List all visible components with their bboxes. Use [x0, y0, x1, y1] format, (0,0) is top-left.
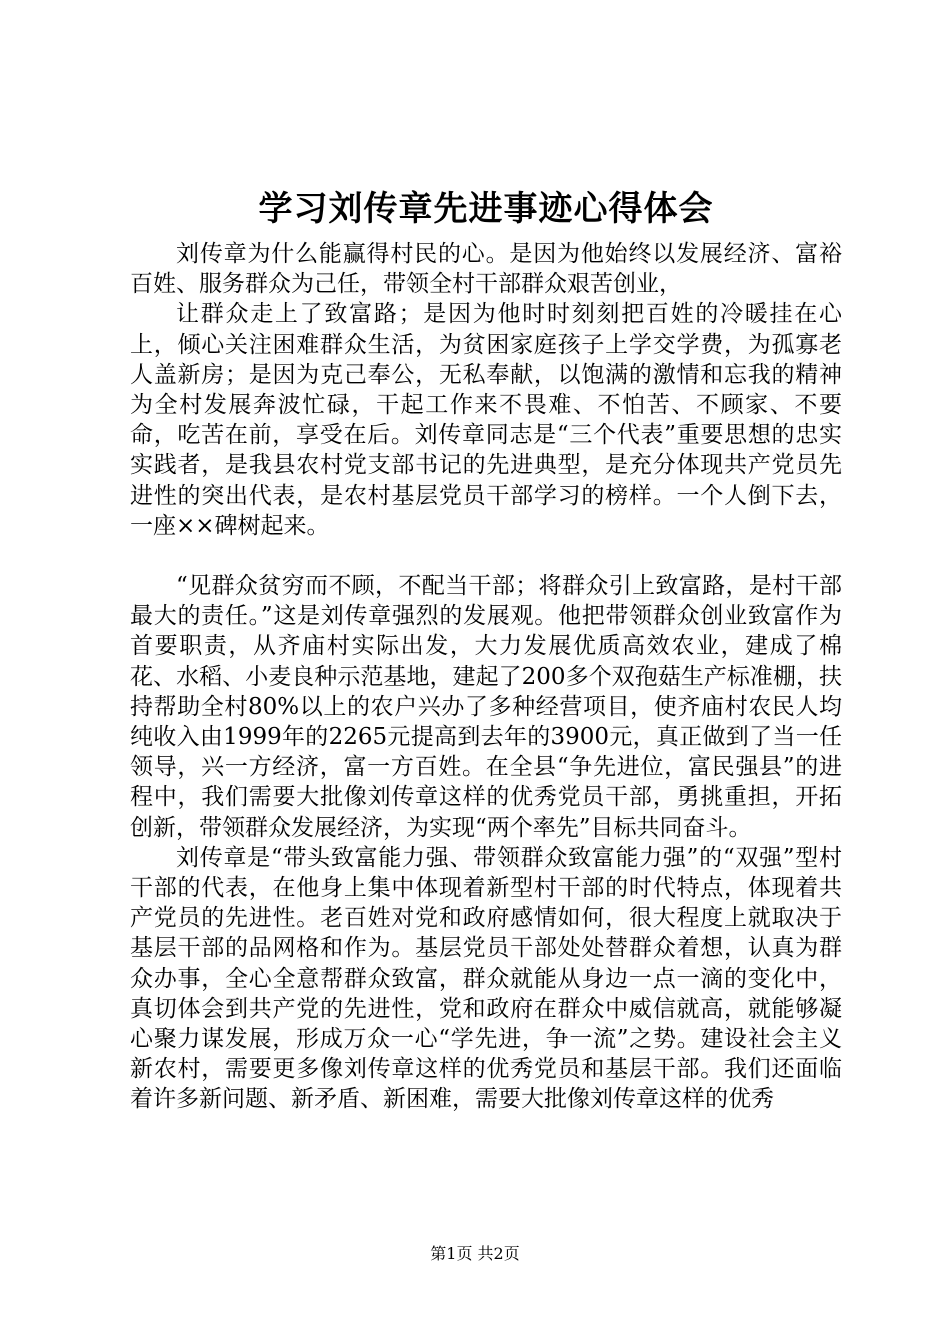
paragraph-gap	[130, 541, 842, 571]
paragraph-3: “见群众贫穷而不顾，不配当干部；将群众引上致富路，是村干部最大的责任。”这是刘传章强烈的发展观。他把带领群众创业致富作为首要职责，从齐庙村实际出发，大力发展优质高效农业，建成了棉花、水稻、小麦良种示范基地，建起了200多个双孢菇生产标准棚，扶持帮助全村80%以上的农户兴办了多种经营项目，使齐庙村农民人均纯收入由1999年的2265元提高到去年的3900元，真正做到了当一任领导，兴一方经济，富一方百姓。在全县“争先进位，富民强县”的进程中，我们需要大批像刘传章这样的优秀党员干部，勇挑重担，开拓创新，带领群众发展经济，为实现“两个率先”目标共同奋斗。	[130, 573, 842, 841]
paragraph-4: 刘传章是“带头致富能力强、带领群众致富能力强”的“双强”型村干部的代表，在他身上集中体现着新型村干部的时代特点，体现着共产党员的先进性。老百姓对党和政府感情如何，很大程度上就取决于基层干部的品网格和作为。基层党员干部处处替群众着想，认真为群众办事，全心全意帮群众致富，群众就能从身边一点一滴的变化中，真切体会到共产党的先进性，党和政府在群众中威信就高，就能够凝心聚力谋发展，形成万众一心“学先进，争一流”之势。建设社会主义新农村，需要更多像刘传章这样的优秀党员和基层干部。我们还面临着许多新问题、新矛盾、新困难，需要大批像刘传章这样的优秀	[130, 844, 842, 1113]
page-footer: 第1页 共2页	[430, 1244, 520, 1263]
paragraph-2: 让群众走上了致富路；是因为他时时刻刻把百姓的冷暖挂在心上，倾心关注困难群众生活，为贫困家庭孩子上学交学费，为孤寡老人盖新房；是因为克己奉公，无私奉献，以饱满的激情和忘我的精神为全村发展奔波忙碌，干起工作来不畏难、不怕苦、不顾家、不要命，吃苦在前，享受在后。刘传章同志是“三个代表”重要思想的忠实实践者，是我县农村党支部书记的先进典型，是充分体现共产党员先进性的突出代表，是农村基层党员干部学习的榜样。一个人倒下去，一座××碑树起来。	[130, 301, 842, 539]
document-page	[130, 185, 842, 1115]
document-title: 学习刘传章先进事迹心得体会	[258, 189, 714, 229]
paragraph-1: 刘传章为什么能赢得村民的心。是因为他始终以发展经济、富裕百姓、服务群众为己任，带领全村干部群众艰苦创业，	[130, 241, 842, 298]
